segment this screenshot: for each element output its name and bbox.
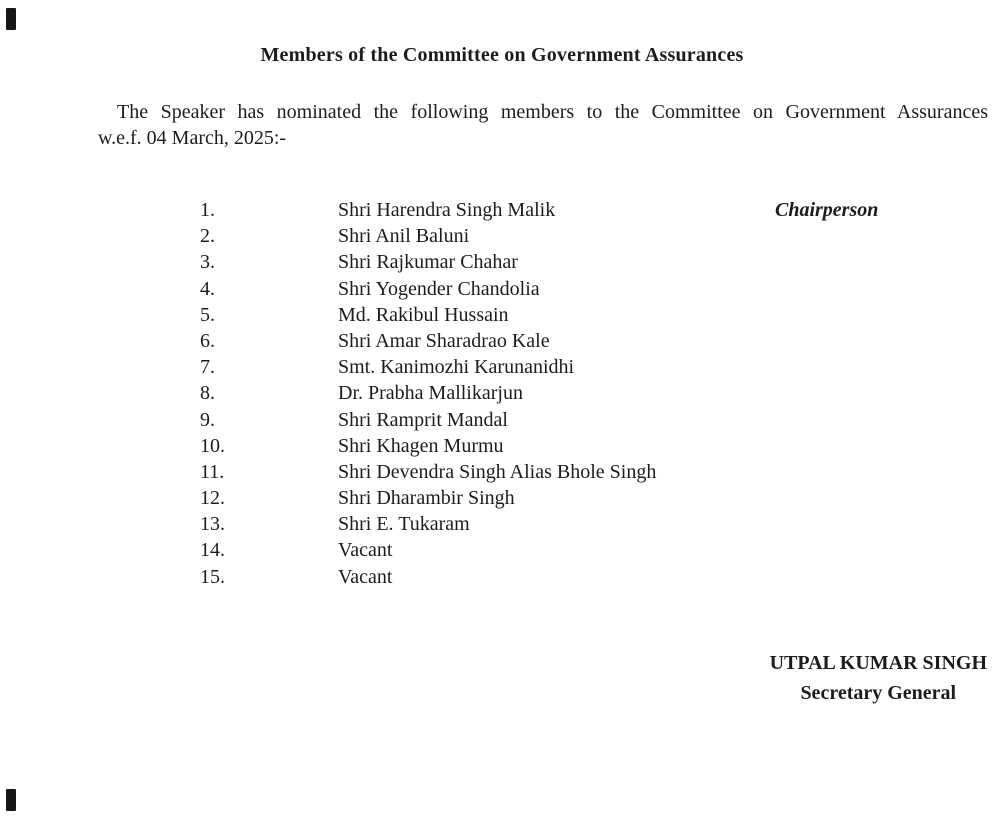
member-name: Shri Amar Sharadrao Kale <box>338 329 550 352</box>
member-row <box>200 511 984 537</box>
member-role <box>775 459 984 485</box>
member-row <box>200 407 984 433</box>
intro-line-1: The Speaker has nominated the following members to the Committee on Government Assurances <box>117 101 988 123</box>
member-role <box>775 433 984 459</box>
member-name: Shri Yogender Chandolia <box>338 277 540 300</box>
member-name: Shri Devendra Singh Alias Bhole Singh <box>338 460 657 483</box>
member-number: 6. <box>200 329 215 352</box>
scan-artifact-mark-top <box>6 8 16 30</box>
member-role <box>775 511 984 537</box>
member-number: 11. <box>200 460 225 483</box>
member-number: 5. <box>200 303 215 326</box>
member-number: 14. <box>200 539 225 562</box>
member-name: Shri Harendra Singh Malik <box>338 199 556 221</box>
member-row <box>200 433 984 459</box>
member-row <box>200 459 984 485</box>
member-row <box>200 223 984 249</box>
member-role: Chairperson <box>775 199 879 221</box>
member-role <box>775 407 984 433</box>
member-name: Shri Khagen Murmu <box>338 434 504 457</box>
member-name: Dr. Prabha Mallikarjun <box>338 382 523 405</box>
member-number: 15. <box>200 565 225 588</box>
member-list <box>200 197 984 590</box>
member-name: Smt. Kanimozhi Karunanidhi <box>338 356 575 379</box>
member-row <box>200 328 984 354</box>
member-row <box>200 564 984 590</box>
document-title: Members of the Committee on Government Assurances <box>260 44 744 66</box>
member-role <box>775 537 984 563</box>
member-row <box>200 354 984 380</box>
member-number: 9. <box>200 408 215 431</box>
member-name: Shri E. Tukaram <box>338 513 470 536</box>
member-row <box>200 276 984 302</box>
member-number: 13. <box>200 513 225 536</box>
signature-block <box>770 648 987 708</box>
member-name: Vacant <box>338 539 393 562</box>
intro-paragraph <box>98 99 988 151</box>
member-name: Shri Anil Baluni <box>338 225 470 248</box>
signatory-name: UTPAL KUMAR SINGH <box>769 652 987 674</box>
member-role <box>775 380 984 406</box>
member-number: 8. <box>200 382 215 405</box>
member-role <box>775 302 984 328</box>
member-role <box>775 223 984 249</box>
member-number: 4. <box>200 277 215 300</box>
member-row <box>200 197 984 223</box>
member-row <box>200 249 984 275</box>
member-role <box>775 485 984 511</box>
member-name: Shri Ramprit Mandal <box>338 408 508 431</box>
member-role <box>775 276 984 302</box>
member-row <box>200 537 984 563</box>
signatory-designation: Secretary General <box>800 682 957 704</box>
scan-artifact-mark-bottom <box>6 789 16 811</box>
member-role <box>775 328 984 354</box>
member-number: 2. <box>200 225 215 248</box>
member-name: Vacant <box>338 565 393 588</box>
member-name: Shri Rajkumar Chahar <box>338 251 518 274</box>
intro-line-2: w.e.f. 04 March, 2025:- <box>98 127 287 149</box>
member-role <box>775 564 984 590</box>
member-number: 10. <box>200 434 225 457</box>
member-number: 7. <box>200 356 215 379</box>
member-number: 12. <box>200 487 225 510</box>
member-number: 1. <box>200 199 215 221</box>
member-name: Md. Rakibul Hussain <box>338 303 509 326</box>
member-row <box>200 380 984 406</box>
member-row <box>200 485 984 511</box>
member-row <box>200 302 984 328</box>
member-role <box>775 354 984 380</box>
member-number: 3. <box>200 251 215 274</box>
member-role <box>775 249 984 275</box>
member-name: Shri Dharambir Singh <box>338 487 515 510</box>
